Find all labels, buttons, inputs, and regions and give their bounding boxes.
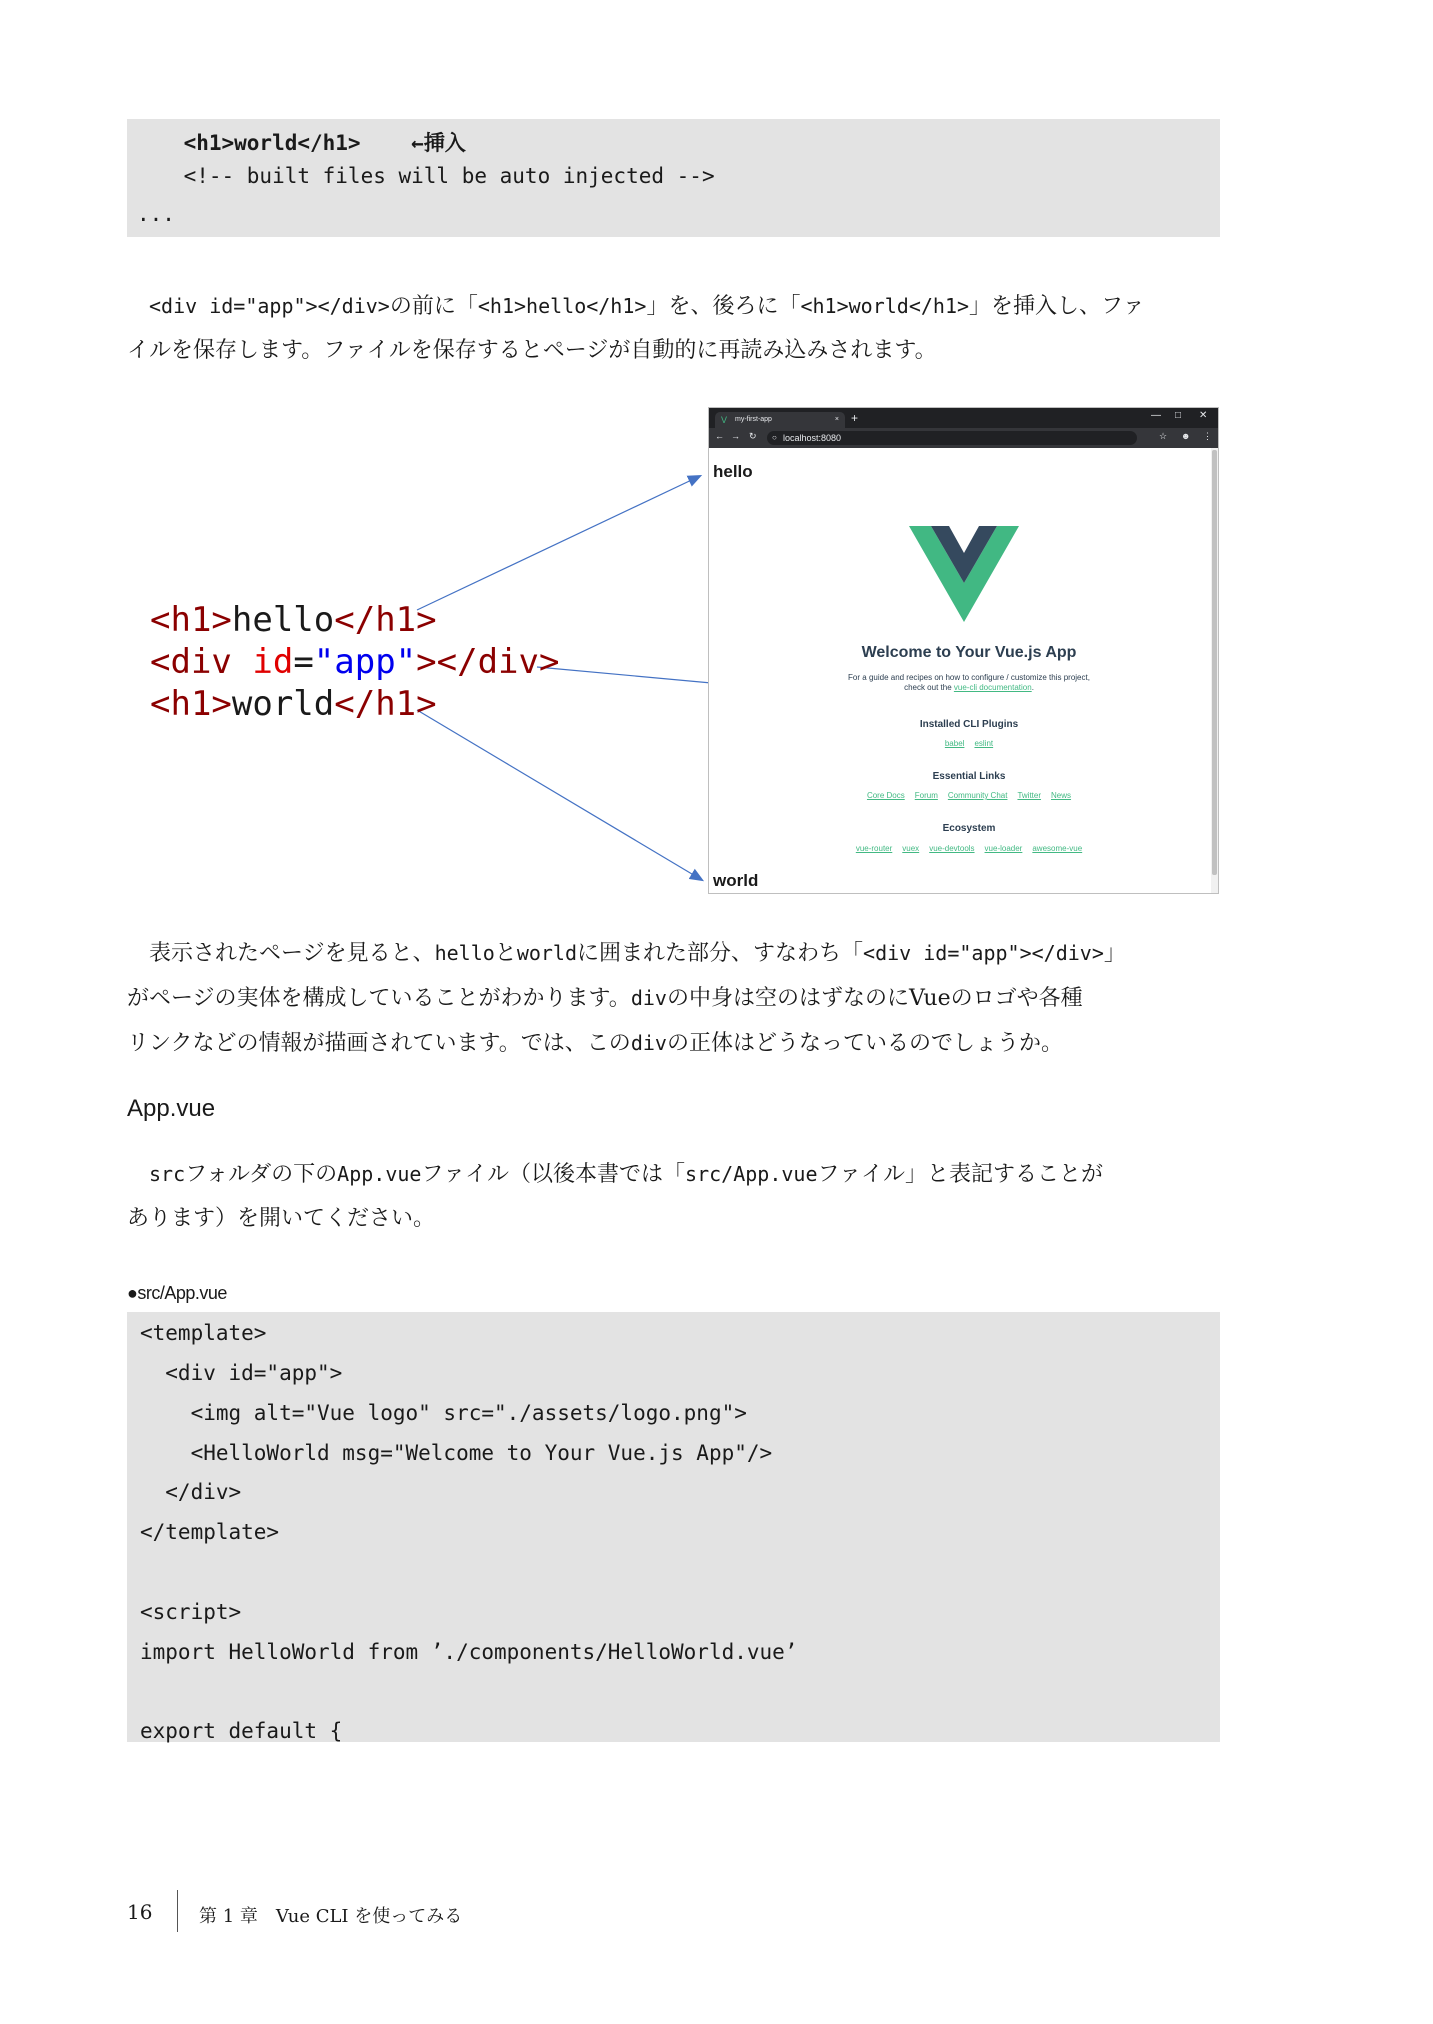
- ecosystem-link[interactable]: vuex: [902, 844, 920, 853]
- code-line: export default {: [140, 1719, 343, 1743]
- plugin-link[interactable]: eslint: [974, 739, 994, 748]
- browser-tab[interactable]: V my-first-app ×: [715, 412, 845, 428]
- essential-link[interactable]: Community Chat: [947, 791, 1008, 800]
- essential-links-list: [749, 791, 1189, 800]
- page-number: 16: [127, 1900, 153, 1924]
- address-bar[interactable]: ○ localhost:8080: [767, 431, 1137, 445]
- vue-favicon-icon: V: [721, 415, 728, 425]
- vue-cli-docs-link[interactable]: vue-cli documentation: [953, 683, 1032, 692]
- chapter-title: 第 1 章 Vue CLI を使ってみる: [199, 1906, 463, 1927]
- fig-code-world: <h1>world</h1>: [150, 684, 437, 724]
- paragraph-1: [127, 284, 1220, 373]
- paragraph-line: イルを保存します。ファイルを保存するとページが自動的に再読み込みされます。: [127, 338, 937, 363]
- code-line: ...: [137, 202, 175, 226]
- paragraph-line: リンクなどの情報が描画されています。では、このdivの正体はどうなっているのでしょうか。: [127, 1031, 1063, 1056]
- paragraph-2: [127, 931, 1220, 1066]
- star-icon[interactable]: ☆: [1159, 431, 1168, 441]
- essential-link[interactable]: Forum: [914, 791, 938, 800]
- code-line: <!-- built files will be auto injected -->: [133, 164, 715, 188]
- account-icon[interactable]: ☻: [1181, 431, 1191, 441]
- menu-icon[interactable]: ⋮: [1203, 431, 1212, 441]
- browser-chrome: [709, 408, 1218, 448]
- essential-link[interactable]: Core Docs: [866, 791, 905, 800]
- plugins-heading: Installed CLI Plugins: [919, 719, 1019, 730]
- paragraph-line: がページの実体を構成していることがわかります。divの中身は空のはずなのにVueのロゴや各種: [127, 986, 1083, 1011]
- code-line: <script>: [140, 1600, 242, 1624]
- world-text: world: [713, 871, 759, 890]
- ecosystem-link[interactable]: vue-loader: [984, 844, 1023, 853]
- ecosystem-link[interactable]: awesome-vue: [1032, 844, 1083, 853]
- links-heading: Essential Links: [932, 771, 1006, 782]
- fig-code-app: <div id="app"></div>: [150, 642, 560, 682]
- footer-divider: [177, 1890, 178, 1932]
- paragraph-line: <div id="app"></div>の前に「<h1>hello</h1>」を、後ろに「<h1>world</h1>」を挿入し、ファ: [149, 294, 1145, 319]
- scrollbar[interactable]: [1211, 448, 1218, 893]
- new-tab-icon[interactable]: +: [851, 411, 859, 425]
- paragraph-line: あります）を開いてください。: [127, 1206, 436, 1231]
- code-line: <img alt="Vue logo" src="./assets/logo.png">: [140, 1401, 747, 1425]
- guide-text: For a guide and recipes on how to configure / customize this project, check out the vue-cli documentation.: [848, 673, 1090, 692]
- nav-row: [709, 428, 1218, 448]
- code-line: </template>: [140, 1520, 280, 1544]
- arrow-world: [417, 710, 702, 880]
- ecosystem-heading: Ecosystem: [942, 823, 996, 834]
- hello-text: hello: [713, 462, 753, 481]
- vue-logo-icon: [909, 526, 1019, 622]
- minimize-icon[interactable]: —: [1151, 410, 1161, 421]
- forward-icon[interactable]: →: [731, 431, 740, 441]
- arrow-hello: [417, 476, 700, 610]
- maximize-icon[interactable]: □: [1175, 410, 1182, 421]
- paragraph-3: [127, 1152, 1220, 1241]
- code-line: <HelloWorld msg="Welcome to Your Vue.js App"/>: [140, 1441, 773, 1465]
- reload-icon[interactable]: ↻: [749, 431, 757, 441]
- ecosystem-list: [749, 844, 1189, 853]
- essential-link[interactable]: Twitter: [1017, 791, 1042, 800]
- plugins-list: [749, 739, 1189, 748]
- code-line: <div id="app">: [140, 1361, 343, 1385]
- close-window-icon[interactable]: ✕: [1199, 410, 1208, 421]
- ecosystem-link[interactable]: vue-devtools: [929, 844, 975, 853]
- essential-link[interactable]: News: [1051, 791, 1072, 800]
- figure-dom-insert: [127, 400, 1220, 900]
- fig-code-hello: <h1>hello</h1>: [150, 600, 437, 640]
- section-heading: App.vue: [127, 1095, 216, 1122]
- welcome-heading: Welcome to Your Vue.js App: [861, 644, 1077, 661]
- info-icon: ○: [772, 433, 777, 442]
- code-caption: ●src/App.vue: [127, 1283, 227, 1303]
- paragraph-line: srcフォルダの下のApp.vueファイル（以後本書では「src/App.vueファイル」と表記することが: [149, 1162, 1104, 1187]
- code-line: <template>: [140, 1321, 267, 1345]
- code-line: <h1>world</h1> ←挿入: [133, 131, 466, 155]
- scrollbar-thumb[interactable]: [1212, 450, 1217, 875]
- close-tab-icon[interactable]: ×: [834, 416, 839, 423]
- code-line: import HelloWorld from ’./components/HelloWorld.vue’: [140, 1640, 798, 1664]
- browser-window: [708, 407, 1219, 894]
- back-icon[interactable]: ←: [715, 431, 724, 441]
- paragraph-line: 表示されたページを見ると、helloとworldに囲まれた部分、すなわち「<div id="app"></div>」: [149, 941, 1126, 966]
- code-block-app-vue: [127, 1312, 1220, 1742]
- code-line: </div>: [140, 1480, 242, 1504]
- ecosystem-link[interactable]: vue-router: [855, 844, 893, 853]
- plugin-link[interactable]: babel: [944, 739, 965, 748]
- code-block-top: [127, 119, 1220, 237]
